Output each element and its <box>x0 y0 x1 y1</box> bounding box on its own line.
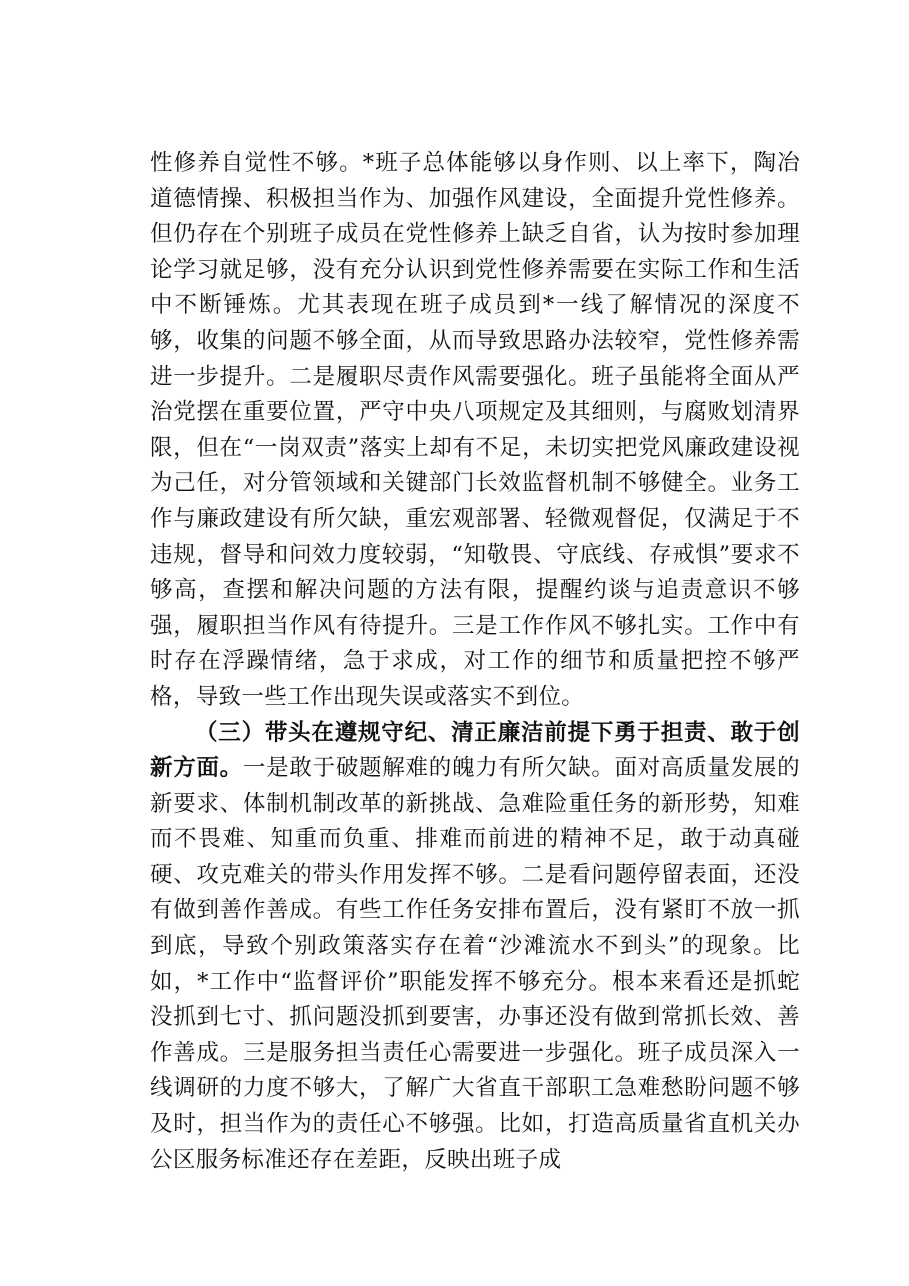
section-body: 一是敢于破题解难的魄力有所欠缺。面对高质量发展的新要求、体制机制改革的新挑战、急难险重任务的新形势，知难而不畏难、知重而负重、排难而前进的精神不足，敢于动真碰硬、攻克难关的带头作用发挥不够。二是看问题停留表面，还没有做到善作善成。有些工作任务安排布置后，没有紧盯不放一抓到底，导致个别政策落实存在着“沙滩流水不到头”的现象。比如，*工作中“监督评价”职能发挥不够充分。根本来看还是抓蛇没抓到七寸、抓问题没抓到要害，办事还没有做到常抓长效、善作善成。三是服务担当责任心需要进一步强化。班子成员深入一线调研的力度不够大，了解广大省直干部职工急难愁盼问题不够及时，担当作为的责任心不够强。比如，打造高质量省直机关办公区服务标准还存在差距，反映出班子成 <box>150 755 801 1173</box>
paragraph-continuation: 性修养自觉性不够。*班子总体能够以身作则、以上率下，陶冶道德情操、积极担当作为、加强作风建设，全面提升党性修养。但仍存在个别班子成员在党性修养上缺乏自省，认为按时参加理论学习就足够，没有充分认识到党性修养需要在实际工作和生活中不断锤炼。尤其表现在班子成员到*一线了解情况的深度不够，收集的问题不够全面，从而导致思路办法较窄，党性修养需进一步提升。二是履职尽责作风需要强化。班子虽能将全面从严治党摆在重要位置，严守中央八项规定及其细则，与腐败划清界限，但在“一岗双责”落实上却有不足，未切实把党风廉政建设视为己任，对分管领域和关键部门长效监督机制不够健全。业务工作与廉政建设有所欠缺，重宏观部署、轻微观督促，仅满足于不违规，督导和问效力度较弱，“知敬畏、守底线、存戒惧”要求不够高，查摆和解决问题的方法有限，提醒约谈与追责意识不够强，履职担当作风有待提升。三是工作作风不够扎实。工作中有时存在浮躁情绪，急于求成，对工作的细节和质量把控不够严格，导致一些工作出现失误或落实不到位。 <box>150 150 800 710</box>
section-heading: （三）带头在遵规守纪、清正廉洁前提下勇于担责、敢于创新方面。 <box>150 719 800 782</box>
paragraph-section-three <box>150 716 800 1179</box>
document-body <box>150 146 800 1178</box>
